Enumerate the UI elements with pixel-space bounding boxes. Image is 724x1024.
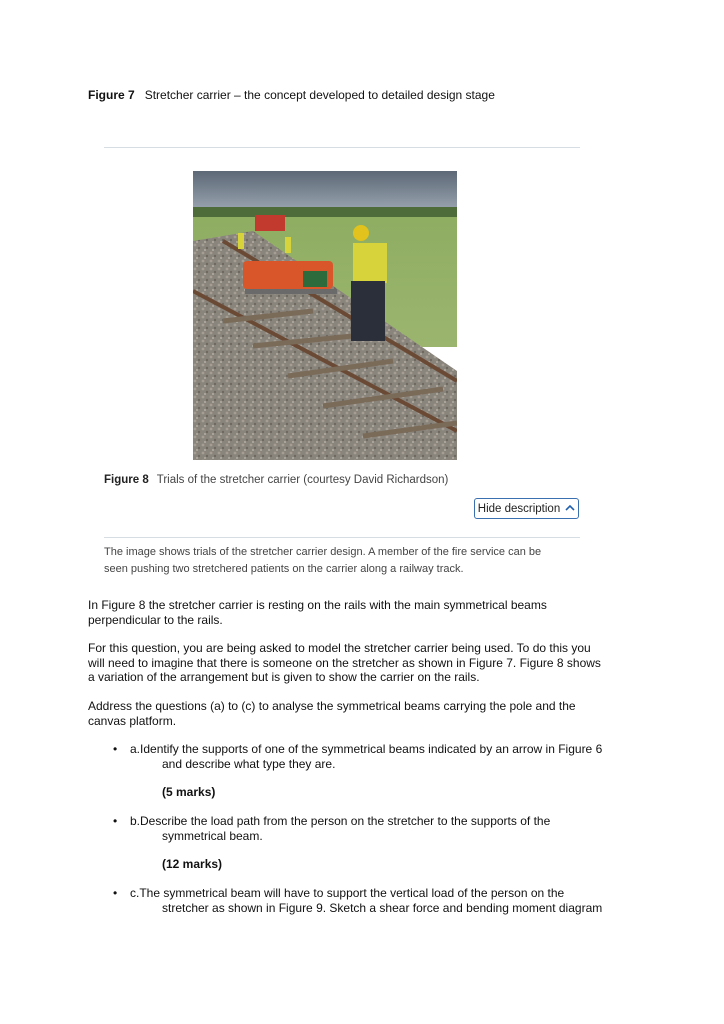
figure7-caption-text: Stretcher carrier – the concept developed to detailed design stage [144, 88, 495, 102]
divider-description [104, 537, 580, 538]
figure8-caption-text: Trials of the stretcher carrier (courtesy David Richardson) [156, 474, 449, 486]
figure7-label: Figure 7 [88, 88, 135, 102]
description-line: The image shows trials of the stretcher carrier design. A member of the fire service can be [104, 546, 542, 558]
hide-description-label: Hide description [477, 502, 561, 515]
figure8-description [104, 544, 580, 578]
paragraph-line: For this question, you are being asked to model the stretcher carrier being used. To do this you [88, 641, 591, 655]
paragraph-line: a variation of the arrangement but is given to show the carrier on the rails. [88, 670, 480, 684]
stretcher-trial-photo [193, 171, 457, 460]
paragraph-line: perpendicular to the rails. [88, 612, 223, 627]
figure8-caption [104, 474, 448, 486]
bullet: • [113, 814, 118, 828]
divider-top [104, 147, 580, 148]
paragraph-2 [88, 641, 648, 685]
chevron-up-icon [565, 503, 575, 514]
question-line: stretcher as shown in Figure 9. Sketch a shear force and bending moment diagram [162, 900, 603, 915]
question-line: a.Identify the supports of one of the symmetrical beams indicated by an arrow in Figure 6 [130, 742, 603, 756]
bullet: • [113, 742, 118, 756]
paragraph-line: will need to imagine that there is someone on the stretcher as shown in Figure 7. Figure 8 shows [88, 655, 601, 670]
paragraph-1 [88, 598, 648, 627]
question-line: symmetrical beam. [162, 828, 263, 843]
question-a-marks: (5 marks) [162, 785, 216, 799]
paragraph-line: In Figure 8 the stretcher carrier is resting on the rails with the main symmetrical beams [88, 598, 547, 612]
paragraph-3 [88, 699, 648, 728]
figure8-label: Figure 8 [104, 474, 149, 486]
description-line: seen pushing two stretchered patients on the carrier along a railway track. [104, 563, 464, 575]
hide-description-button[interactable] [474, 498, 579, 519]
question-b-marks: (12 marks) [162, 857, 223, 871]
question-line: c.The symmetrical beam will have to support the vertical load of the person on the [130, 886, 565, 900]
question-line: b.Describe the load path from the person on the stretcher to the supports of the [130, 814, 551, 828]
paragraph-line: canvas platform. [88, 713, 177, 728]
bullet: • [113, 886, 118, 900]
figure7-caption [88, 88, 495, 102]
question-line: and describe what type they are. [162, 756, 336, 771]
paragraph-line: Address the questions (a) to (c) to analyse the symmetrical beams carrying the pole and the [88, 699, 576, 713]
